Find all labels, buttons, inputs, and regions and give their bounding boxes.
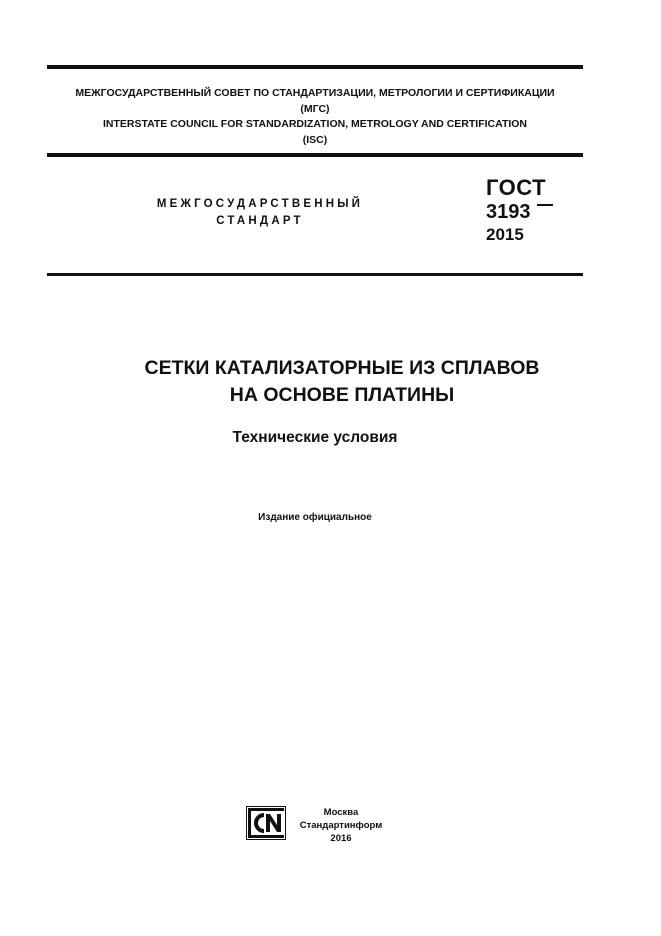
gost-number: 3193	[486, 201, 531, 223]
gost-designation	[486, 176, 546, 246]
document-subtitle: Технические условия	[232, 429, 398, 446]
gost-dash	[537, 204, 553, 206]
middle-rule	[47, 153, 583, 157]
council-en-abbr: (ISC)	[302, 133, 328, 146]
lower-rule	[47, 273, 583, 276]
standard-type-line1: МЕЖГОСУДАРСТВЕННЫЙ	[156, 198, 364, 210]
gost-number-row	[486, 200, 546, 224]
imprint	[296, 806, 386, 845]
document-title	[47, 355, 637, 409]
document-title-line1: СЕТКИ КАТАЛИЗАТОРНЫЕ ИЗ СПЛАВОВ	[144, 357, 540, 379]
gost-year: 2015	[486, 225, 524, 244]
council-ru-name: МЕЖГОСУДАРСТВЕННЫЙ СОВЕТ ПО СТАНДАРТИЗАЦИИ, МЕТРОЛОГИИ И СЕРТИФИКАЦИИ	[75, 87, 555, 99]
standartinform-logo-icon	[246, 806, 286, 840]
imprint-publisher: Стандартинформ	[299, 820, 383, 831]
document-title-line2: НА ОСНОВЕ ПЛАТИНЫ	[229, 384, 455, 406]
edition-note: Издание официальное	[258, 512, 372, 523]
council-ru-abbr: (МГС)	[300, 102, 330, 115]
standard-type	[120, 196, 400, 230]
council-en-name: INTERSTATE COUNCIL FOR STANDARDIZATION, METROLOGY AND CERTIFICATION	[102, 118, 528, 130]
top-rule	[47, 65, 583, 69]
imprint-year: 2016	[330, 833, 352, 844]
imprint-city: Москва	[323, 807, 359, 818]
gost-word: ГОСТ	[486, 175, 547, 200]
standard-type-line2: СТАНДАРТ	[216, 215, 304, 227]
council-header	[47, 86, 583, 148]
